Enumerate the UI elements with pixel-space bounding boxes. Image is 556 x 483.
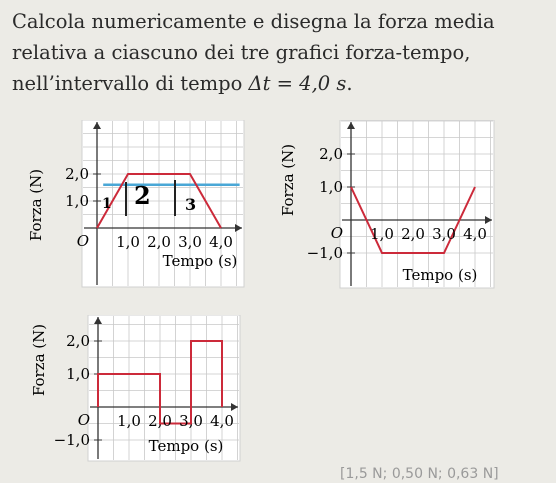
graph-2-origin-label: O	[330, 224, 343, 242]
graph-3	[28, 315, 243, 465]
graph-2-xtick: 1,0	[370, 225, 394, 243]
delta-t: Δt = 4,0 s	[248, 72, 347, 95]
graph-3-ylabel: Forza (N)	[30, 323, 48, 397]
graph-2-svg	[275, 120, 497, 290]
graph-1-ytick: 2,0	[65, 165, 89, 183]
graph-2-ytick: −1,0	[306, 244, 343, 262]
problem-text-end: .	[346, 72, 353, 95]
graph-2-ylabel: Forza (N)	[279, 143, 297, 217]
graph-3-origin-label: O	[77, 411, 90, 429]
graph-2	[275, 120, 497, 290]
graph-1-ylabel: Forza (N)	[27, 168, 45, 242]
graph-1-xtick: 4,0	[209, 233, 233, 251]
graph-1-xtick: 3,0	[178, 233, 202, 251]
graph-3-xtick: 3,0	[179, 412, 203, 430]
graph-2-xtick: 4,0	[463, 225, 487, 243]
graph-3-ytick: 2,0	[66, 332, 90, 350]
graph-1-xtick: 1,0	[116, 233, 140, 251]
graph-1-xlabel: Tempo (s)	[162, 252, 238, 270]
graph-2-xtick: 2,0	[401, 225, 425, 243]
graph-3-xtick: 4,0	[210, 412, 234, 430]
graph-3-ytick: 1,0	[66, 365, 90, 383]
graph-1-svg	[22, 120, 247, 290]
handwritten-label-1: 1	[102, 196, 112, 212]
graph-2-ytick: 2,0	[319, 145, 343, 163]
answers-footer: [1,5 N; 0,50 N; 0,63 N]	[340, 466, 499, 482]
graph-2-xtick: 3,0	[432, 225, 456, 243]
problem-text	[12, 6, 544, 99]
graph-1-xtick: 2,0	[147, 233, 171, 251]
problem-text-main: Calcola numericamente e disegna la forza media relativa a ciascuno dei tre grafici forza-tempo, nell’intervallo di tempo	[12, 10, 495, 95]
graph-1-origin-label: O	[76, 232, 89, 250]
graph-2-xlabel: Tempo (s)	[402, 266, 478, 284]
graph-3-xlabel: Tempo (s)	[148, 437, 224, 455]
graph-3-xtick: 2,0	[148, 412, 172, 430]
handwritten-label-3: 3	[185, 195, 197, 214]
graph-1-ytick: 1,0	[65, 192, 89, 210]
graph-2-ytick: 1,0	[319, 178, 343, 196]
handwritten-label-2: 2	[134, 181, 151, 210]
graph-3-ytick: −1,0	[53, 431, 90, 449]
graph-2-plot-area	[340, 120, 494, 288]
graph-3-xtick: 1,0	[117, 412, 141, 430]
graph-1	[22, 120, 247, 290]
graph-3-svg	[28, 315, 243, 465]
